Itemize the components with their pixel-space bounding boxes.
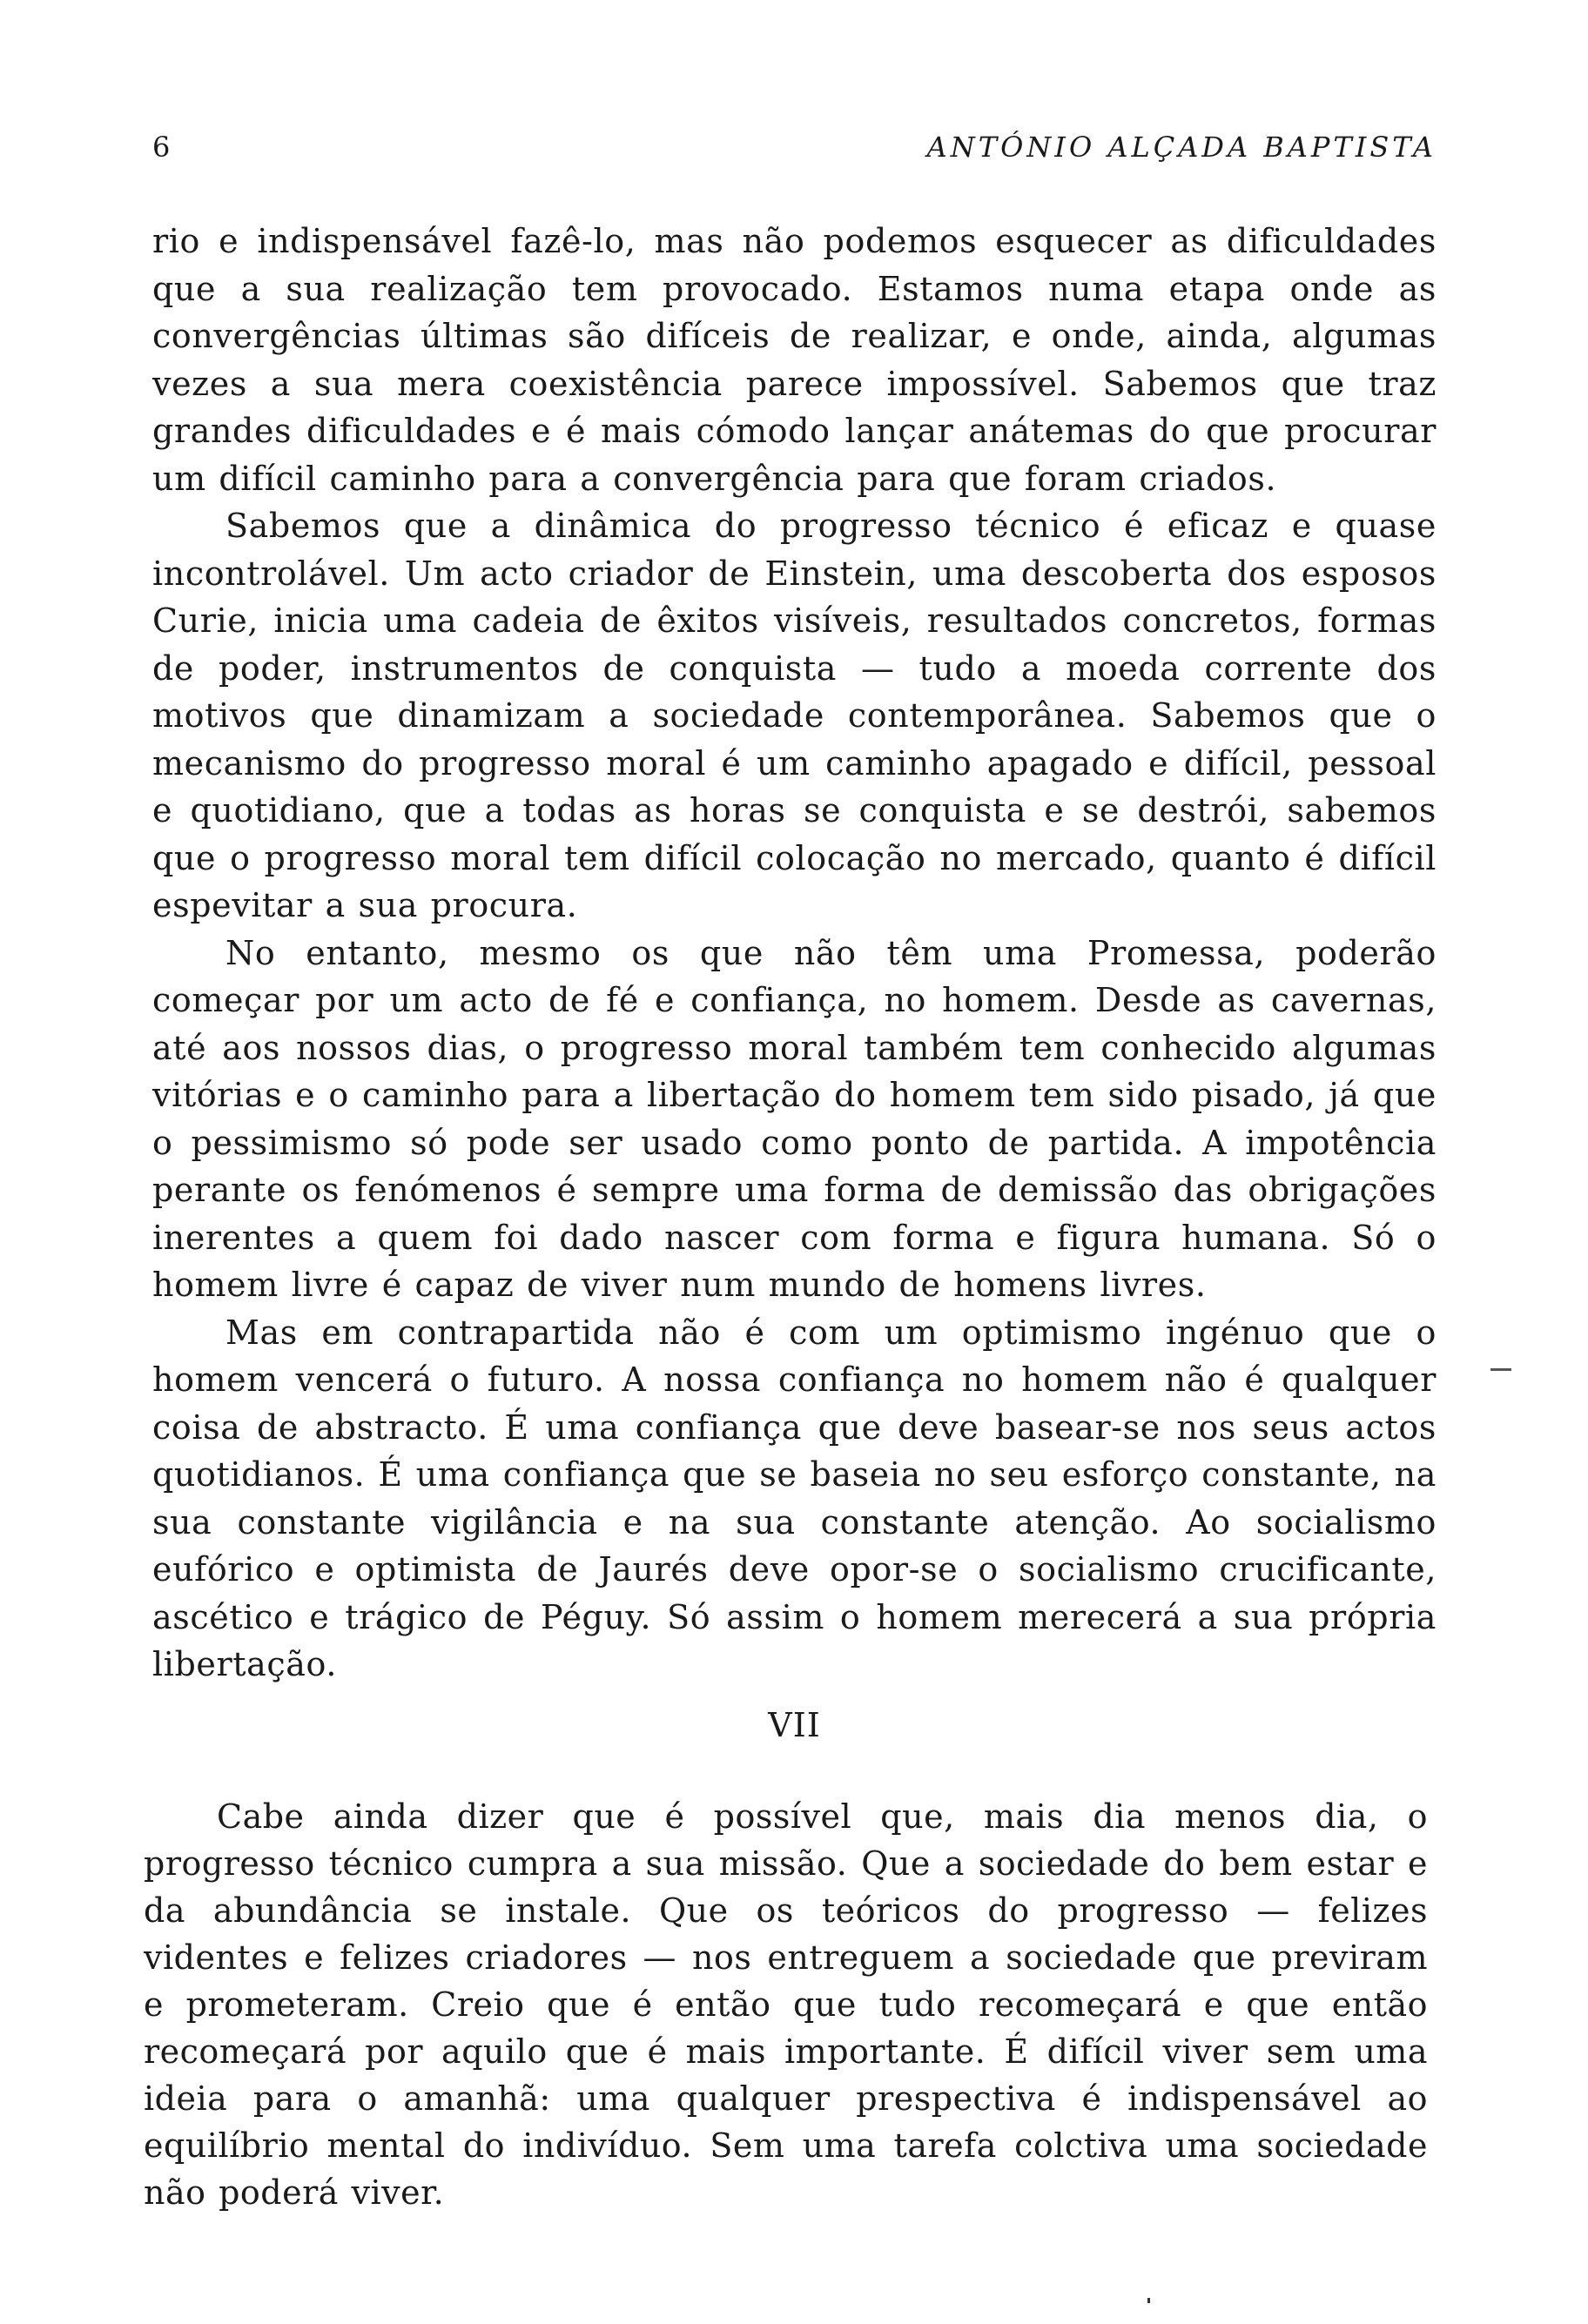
running-head-author: ANTÓNIO ALÇADA BAPTISTA bbox=[926, 131, 1437, 164]
print-speck bbox=[1147, 2298, 1150, 2303]
page-header bbox=[152, 131, 1437, 174]
paragraph-continued: rio e indispensável fazê-lo, mas não podemos esquecer as dificuldades que a sua realização tem provocado. Estamos numa etapa onde as convergências últimas são difíceis de realizar, e onde, ainda, algumas vezes a sua mera coexistência parece impossível. Sabemos que traz grandes dificuldades e é mais cómodo lançar anátemas do que procurar um difícil caminho para a convergência para que foram criados. bbox=[152, 222, 1437, 498]
page-number: 6 bbox=[152, 131, 171, 164]
section-body bbox=[144, 1793, 1428, 2216]
paragraph: Mas em contrapartida não é com um optimismo ingénuo que o homem vencerá o futuro. A nossa confiança no homem não é qualquer coisa de abstracto. É uma confiança que deve basear-se nos seus actos quotidianos. É uma confiança que se baseia no seu esforço constante, na sua constante vigilância e na sua constante atenção. Ao socialismo eufórico e optimista de Jaurés deve opor-se o socialismo crucificante, ascético e trágico de Péguy. Só assim o homem merecerá a sua própria libertação. bbox=[152, 1313, 1437, 1683]
section-heading: VII bbox=[768, 1706, 821, 1744]
paragraph: Cabe ainda dizer que é possível que, mais dia menos dia, o progresso técnico cumpra a sua missão. Que a sociedade do bem estar e da abundância se instale. Que os teóricos do progresso — felizes videntes e felizes criadores — nos entreguem a sociedade que previram e prometeram. Creio que é então que tudo recomeçará e que então recomeçará por aquilo que é mais importante. É difícil viver sem uma ideia para o amanhã: uma qualquer prespectiva é indispensável ao equilíbrio mental do indivíduo. Sem uma tarefa colctiva uma sociedade não poderá viver. bbox=[144, 1797, 1428, 2212]
paragraph: No entanto, mesmo os que não têm uma Promessa, poderão começar por um acto de fé e confiança, no homem. Desde as cavernas, até aos nossos dias, o progresso moral também tem conhecido algumas vitórias e o caminho para a libertação do homem tem sido pisado, já que o pessimismo só pode ser usado como ponto de partida. A impotência perante os fenómenos é sempre uma forma de demissão das obrigações inerentes a quem foi dado nascer com forma e figura humana. Só o homem livre é capaz de viver num mundo de homens livres. bbox=[152, 933, 1437, 1304]
body-text bbox=[152, 218, 1437, 1689]
paragraph: Sabemos que a dinâmica do progresso técnico é eficaz e quase incontrolável. Um acto criador de Einstein, uma descoberta dos esposos Curie, inicia uma cadeia de êxitos visíveis, resultados concretos, formas de poder, instrumentos de conquista — tudo a moeda corrente dos motivos que dinamizam a sociedade contemporânea. Sabemos que o mecanismo do progresso moral é um caminho apagado e difícil, pessoal e quotidiano, que a todas as horas se conquista e se destrói, sabemos que o progresso moral tem difícil colocação no mercado, quanto é difícil espevitar a sua procura. bbox=[152, 507, 1437, 924]
margin-mark bbox=[1490, 1368, 1511, 1371]
